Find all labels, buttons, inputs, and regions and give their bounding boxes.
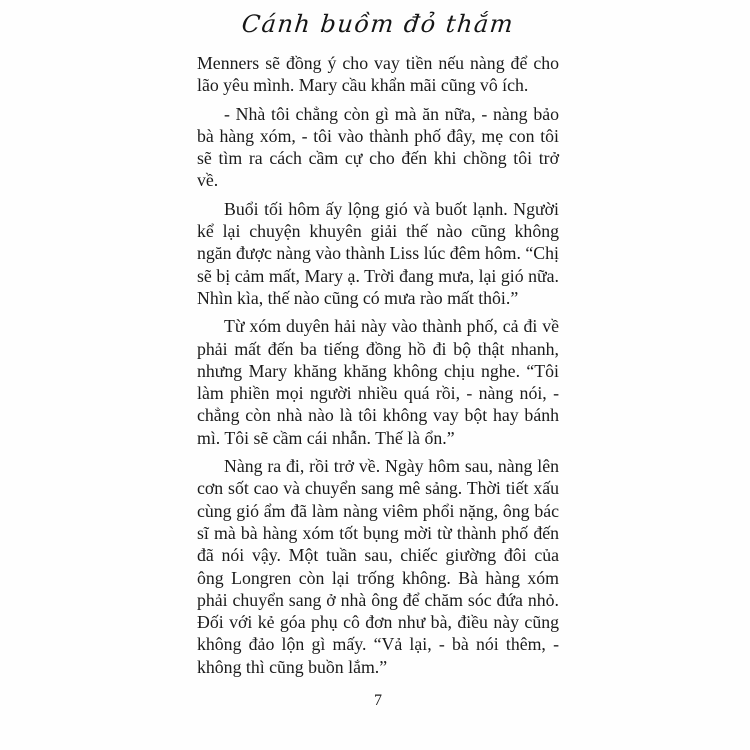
running-header-title: Cánh buồm đỏ thắm (240, 10, 516, 38)
page-body (197, 52, 559, 678)
paragraph: - Nhà tôi chẳng còn gì mà ăn nữa, - nàng bảo bà hàng xóm, - tôi vào thành phố đây, mẹ con tôi sẽ tìm ra cách cầm cự cho đến khi chồng tôi trở về. (197, 103, 559, 191)
paragraph: Từ xóm duyên hải này vào thành phố, cả đi về phải mất đến ba tiếng đồng hồ đi bộ thật nhanh, nhưng Mary khăng khăng không chịu nghe. “Tôi làm phiền mọi người nhiều quá rồi, - nàng nói, - chẳng còn nhà nào là tôi không vay bột hay bánh mì. Tôi sẽ cầm cái nhẫn. Thế là ổn.” (197, 316, 559, 448)
paragraph: Nàng ra đi, rồi trở về. Ngày hôm sau, nàng lên cơn sốt cao và chuyển sang mê sảng. Thời tiết xấu cùng gió ẩm đã làm nàng viêm phổi nặng, ông bác sĩ mà bà hàng xóm tốt bụng mời từ thành phố đến đã nói vậy. Một tuần sau, chiếc giường đôi của ông Longren còn lại trống không. Bà hàng xóm phải chuyển sang ở nhà ông để chăm sóc đứa nhỏ. Đối với kẻ góa phụ cô đơn như bà, điều này cũng không đảo lộn gì mấy. “Vả lại, - bà nói thêm, - không thì cũng buồn lắm.” (197, 456, 559, 677)
paragraph: Menners sẽ đồng ý cho vay tiền nếu nàng để cho lão yêu mình. Mary cầu khẩn mãi cũng vô ích. (197, 53, 559, 96)
page-number: 7 (374, 692, 382, 709)
paragraph: Buổi tối hôm ấy lộng gió và buốt lạnh. Người kể lại chuyện khuyên giải thế nào cũng không ngăn được nàng vào thành Liss lúc đêm hôm. “Chị sẽ bị cảm mất, Mary ạ. Trời đang mưa, lại gió nữa. Nhìn kìa, thế nào cũng có mưa rào mất thôi.” (197, 198, 559, 308)
